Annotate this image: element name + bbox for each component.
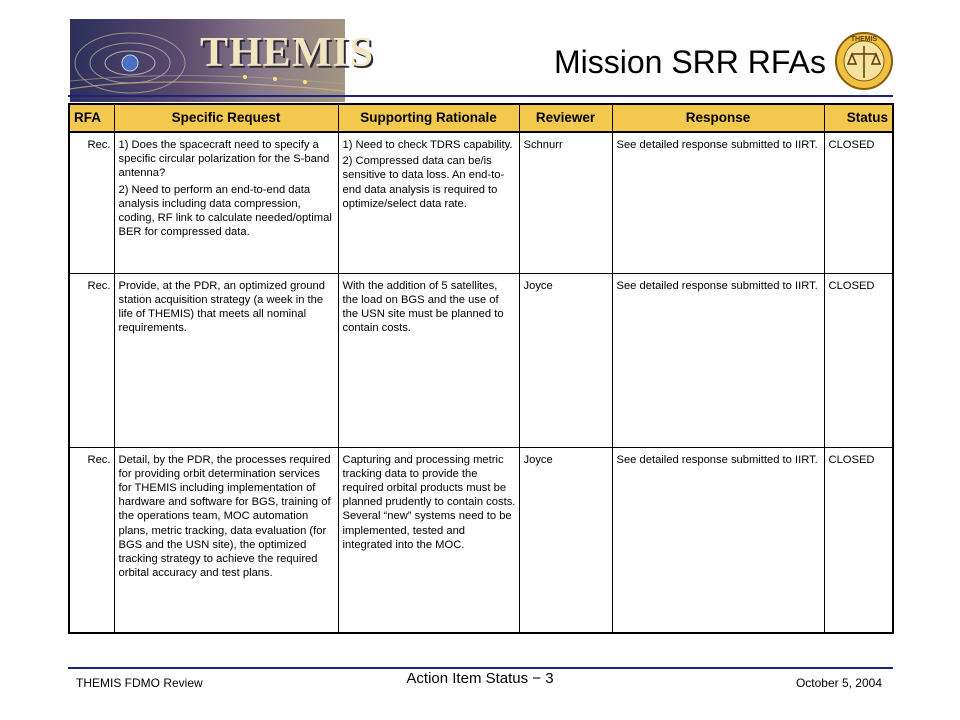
column-header-rfa: RFA [69, 104, 114, 132]
table-row [69, 132, 893, 273]
cell-response: See detailed response submitted to IIRT. [612, 447, 824, 633]
column-header-supporting-rationale: Supporting Rationale [338, 104, 519, 132]
cell-reviewer: Schnurr [519, 132, 612, 273]
rationale-item: 1) Need to check TDRS capability. [342, 139, 513, 151]
themis-seal-icon [834, 30, 894, 92]
cell-reviewer: Joyce [519, 273, 612, 447]
column-header-status: Status [824, 104, 893, 132]
cell-rationale [338, 132, 519, 273]
footer-slide-label: Action Item Status − 3 [406, 670, 554, 687]
logo-wordmark: THEMIS [200, 30, 375, 76]
request-item: 2) Need to perform an end-to-end data analysis including data compression, coding, RF link to calculate needed/optimal BER for compressed data. [118, 183, 332, 239]
cell-status: CLOSED [824, 447, 893, 633]
themis-logo-banner [70, 19, 375, 102]
cell-status: CLOSED [824, 132, 893, 273]
footer-date: October 5, 2004 [795, 676, 882, 690]
rationale-item: Capturing and processing metric tracking data to provide the required orbital products must be planned prudently to contain costs. Several “new” systems need to be implemented, tested and integrated into the MOC. [342, 453, 516, 551]
request-item: 1) Does the spacecraft need to specify a specific circular polarization for the S-band antenna? [118, 139, 330, 180]
column-header-reviewer: Reviewer [519, 104, 612, 132]
cell-rationale [338, 273, 519, 447]
cell-status: CLOSED [824, 273, 893, 447]
table-row [69, 273, 893, 447]
cell-response: See detailed response submitted to IIRT. [612, 273, 824, 447]
cell-request [114, 447, 338, 633]
cell-request [114, 273, 338, 447]
cell-reviewer: Joyce [519, 447, 612, 633]
table-row [69, 447, 893, 633]
cell-request [114, 132, 338, 273]
page-title: Mission SRR RFAs [553, 44, 826, 80]
header-divider [68, 95, 893, 97]
column-header-response: Response [612, 104, 824, 132]
column-header-specific-request: Specific Request [114, 104, 338, 132]
table-header-row [69, 104, 893, 132]
rationale-item: 2) Compressed data can be/is sensitive to data loss. An end-to-end data analysis is required to optimize/select data rate. [342, 155, 505, 210]
rfa-table [68, 103, 894, 634]
cell-rfa: Rec. [69, 273, 114, 447]
footer-review-name: THEMIS FDMO Review [76, 676, 203, 690]
cell-rationale [338, 447, 519, 633]
rationale-item: With the addition of 5 satellites, the load on BGS and the use of the USN site must be planned to contain costs. [342, 279, 504, 335]
request-item: Detail, by the PDR, the processes required for providing orbit determination services for THEMIS including implementation of hardware and software for BGS, training of the operations team, MOC automation plans, metric tracking, data evaluation (for BGS and the USN site), the optimized tracking strategy to achieve the required orbital accuracy and test plans. [118, 453, 331, 580]
cell-rfa: Rec. [69, 447, 114, 633]
footer-divider [68, 667, 893, 669]
cell-rfa: Rec. [69, 132, 114, 273]
cell-response: See detailed response submitted to IIRT. [612, 132, 824, 273]
request-item: Provide, at the PDR, an optimized ground station acquisition strategy (a week in the life of THEMIS) that meets all nominal requirements. [118, 279, 325, 335]
seal-lettering: THEMIS [850, 36, 878, 43]
